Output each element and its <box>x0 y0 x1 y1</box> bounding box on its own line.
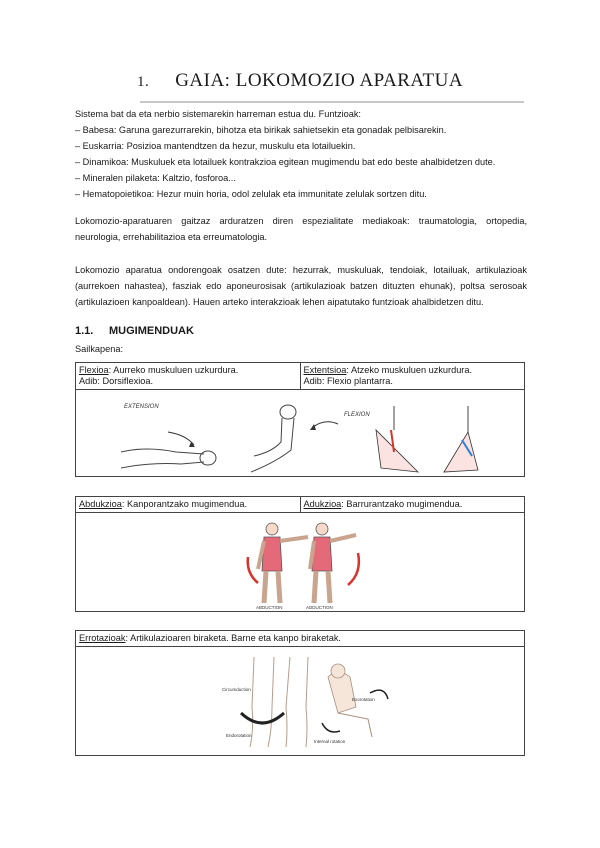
adduction-term: Adukzioa <box>303 499 342 509</box>
rotation-term: Errotazioak <box>79 633 126 643</box>
fist-outline <box>280 405 296 419</box>
arm-foot-drawing <box>76 390 524 478</box>
extension-definition: : Atzeko muskuluen uzkurdura. <box>346 365 473 375</box>
section-subtitle: Sailkapena: <box>75 344 124 354</box>
table-header-row <box>76 497 524 513</box>
abduction-definition: : Kanporantzako mugimendua. <box>121 499 248 509</box>
flexion-extension-table <box>75 362 525 477</box>
section-number: 1.1. <box>75 325 94 337</box>
extension-cell <box>300 363 525 389</box>
intro-block <box>75 106 527 202</box>
dorsiflexion-foot-shape <box>376 430 418 472</box>
function-item: – Hematopoietikoa: Hezur muin horia, odol zelulak eta immunitate zelulak sortzen ditu. <box>75 189 427 199</box>
function-item: – Dinamikoa: Muskuluek eta lotailuek kontrakzioa egitean mugimendu bat edo beste ahalbidetzen dute. <box>75 157 496 167</box>
head-shape <box>316 523 328 535</box>
specialties-paragraph: Lokomozio-aparatuaren gaitzaz arduratzen diren espezialitate mediakoak: traumatologia, ortopedia, neurologia, errehabilitazioa eta erreumatologia. <box>75 216 527 242</box>
extension-term: Extentsioa <box>303 365 347 375</box>
flexion-label: FLEXION <box>344 412 370 418</box>
extension-example: Adib: Flexio plantarra. <box>303 376 393 386</box>
leg-outline <box>306 657 308 747</box>
adduction-cell <box>300 497 525 512</box>
section-title: MUGIMENDUAK <box>109 325 194 337</box>
abduction-adduction-table <box>75 496 525 612</box>
page-title <box>0 70 600 92</box>
upper-arm-outline <box>251 418 294 472</box>
abduction-label: ABDUCTION <box>256 605 283 610</box>
table-header-row <box>76 631 524 647</box>
flexion-definition: : Aurreko muskuluen uzkurdura. <box>108 365 239 375</box>
exorotation-label: Exorotation <box>352 697 375 702</box>
rotation-drawing <box>76 647 524 755</box>
abduction-adduction-illustration <box>76 513 524 616</box>
adduction-label: ADDUCTION <box>306 605 333 610</box>
flexion-example: Adib: Dorsiflexioa. <box>79 376 154 386</box>
rotation-definition: : Artikulazioaren biraketa. Barne eta kanpo biraketak. <box>125 633 341 643</box>
endorotation-label: Endorotation <box>226 733 252 738</box>
extension-arrow-icon <box>168 432 194 445</box>
rotation-arrow-icon <box>322 723 340 732</box>
rotation-illustration <box>76 647 524 760</box>
adduction-definition: : Barrurantzako mugimendua. <box>341 499 463 509</box>
legs <box>264 571 280 603</box>
extension-label: EXTENSION <box>124 404 159 410</box>
leg-outline <box>286 657 290 747</box>
abduction-term: Abdukzioa <box>79 499 122 509</box>
torso-shape <box>328 672 356 713</box>
intro-lead: Sistema bat da eta nerbio sistemarekin harreman estua du. Funtzioak: <box>75 109 361 119</box>
raised-arm <box>280 537 308 541</box>
section-heading <box>75 325 194 337</box>
head-shape <box>331 664 345 678</box>
upper-arm-outline <box>254 418 282 456</box>
forearm-outline <box>121 462 204 468</box>
title-underline <box>140 101 524 103</box>
chapter-number: 1. <box>136 74 150 90</box>
fist-outline <box>200 451 216 465</box>
leg-outline <box>338 713 372 737</box>
flexion-extension-illustration <box>76 390 524 483</box>
composition-paragraph: Lokomozio aparatua ondorengoak osatzen dute: hezurrak, muskuluak, tendoiak, lotailuak, artikulazioak (aurrekoen nahastea), fasziak edo aponeurosisak (artikulazioak batzen dituzten ehunak), poltsa serosoak (artikulazioen kanpoaldean). Hauen arteko interakzioak lehen aipatutako funtzioak ahalbidetzen ditu. <box>75 265 527 307</box>
function-item: – Babesa: Garuna garezurrarekin, bihotza eta birikak sahietsekin eta gonadak pelbisarekin. <box>75 125 447 135</box>
forearm-outline <box>121 449 204 454</box>
rotation-arrow-icon <box>241 713 284 723</box>
internal-rotation-label: Internal rotation <box>314 739 346 744</box>
plantarflexion-foot-shape <box>444 432 478 472</box>
function-item: – Euskarria: Posizioa mantendtzen da hezur, muskulu eta lotailuekin. <box>75 141 356 151</box>
chapter-title: GAIA: LOKOMOZIO APARATUA <box>175 70 464 91</box>
abduction-arrow-icon <box>248 557 258 583</box>
rotation-table <box>75 630 525 756</box>
function-item: – Mineralen pilaketa: Kaltzio, fosforoa... <box>75 173 236 183</box>
flexion-cell <box>76 363 300 389</box>
adduction-arrow-icon <box>348 553 359 585</box>
body-figures-drawing <box>76 513 524 611</box>
leg-outline <box>268 657 274 747</box>
arrow-head-icon <box>310 424 316 430</box>
legs <box>314 571 330 603</box>
rotation-cell <box>76 631 524 646</box>
circumduction-label: Circumduction <box>222 687 251 692</box>
head-shape <box>266 523 278 535</box>
flexion-term: Flexioa <box>79 365 109 375</box>
raised-arm <box>330 535 356 541</box>
table-header-row <box>76 363 524 390</box>
abduction-cell <box>76 497 300 512</box>
flexion-arrow-icon <box>312 422 338 428</box>
